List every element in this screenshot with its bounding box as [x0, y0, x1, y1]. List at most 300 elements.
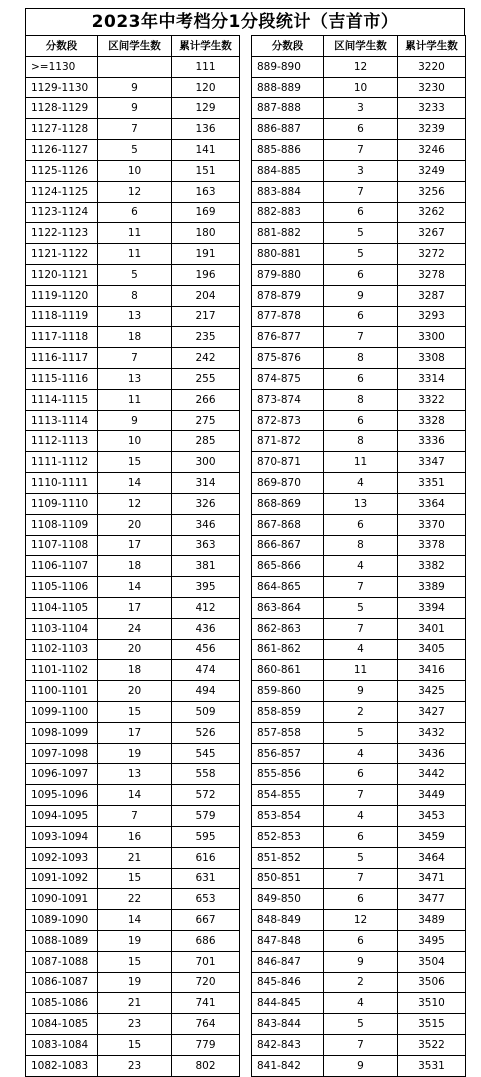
- cumulative-count-cell: 3432: [398, 722, 466, 743]
- score-range-cell: 1112-1113: [26, 431, 98, 452]
- interval-count-cell: 11: [98, 389, 172, 410]
- score-range-cell: 857-858: [252, 722, 324, 743]
- score-range-cell: 852-853: [252, 826, 324, 847]
- table-row: [26, 348, 466, 369]
- interval-count-cell: 15: [98, 951, 172, 972]
- interval-count-cell: 7: [324, 868, 398, 889]
- interval-count-cell: 8: [324, 348, 398, 369]
- column-separator: [240, 889, 252, 910]
- score-range-cell: 1129-1130: [26, 77, 98, 98]
- score-range-cell: 864-865: [252, 577, 324, 598]
- column-separator: [240, 306, 252, 327]
- score-range-cell: 843-844: [252, 1014, 324, 1035]
- score-range-cell: 853-854: [252, 806, 324, 827]
- table-row: [26, 951, 466, 972]
- score-range-cell: 881-882: [252, 223, 324, 244]
- cumulative-count-cell: 3308: [398, 348, 466, 369]
- header-row: [26, 36, 466, 57]
- score-range-cell: 1098-1099: [26, 722, 98, 743]
- interval-count-cell: 6: [324, 764, 398, 785]
- cumulative-count-cell: 3300: [398, 327, 466, 348]
- cumulative-count-cell: 3495: [398, 930, 466, 951]
- interval-count-cell: 20: [98, 639, 172, 660]
- interval-count-cell: 5: [324, 847, 398, 868]
- interval-count-cell: 5: [324, 244, 398, 265]
- column-separator: [240, 1014, 252, 1035]
- score-range-cell: 1103-1104: [26, 618, 98, 639]
- column-separator: [240, 577, 252, 598]
- table-row: [26, 140, 466, 161]
- table-row: [26, 743, 466, 764]
- score-range-cell: 1091-1092: [26, 868, 98, 889]
- column-separator: [240, 785, 252, 806]
- column-separator: [240, 285, 252, 306]
- table-row: [26, 514, 466, 535]
- score-range-cell: 1107-1108: [26, 535, 98, 556]
- interval-count-cell: 4: [324, 806, 398, 827]
- score-range-cell: 861-862: [252, 639, 324, 660]
- score-range-cell: 1120-1121: [26, 264, 98, 285]
- score-range-cell: 854-855: [252, 785, 324, 806]
- score-range-cell: 1108-1109: [26, 514, 98, 535]
- column-separator: [240, 140, 252, 161]
- cumulative-count-cell: 3336: [398, 431, 466, 452]
- score-range-cell: 869-870: [252, 473, 324, 494]
- score-range-cell: 849-850: [252, 889, 324, 910]
- cumulative-count-cell: 653: [172, 889, 240, 910]
- table-row: [26, 535, 466, 556]
- column-separator: [240, 56, 252, 77]
- score-range-cell: 878-879: [252, 285, 324, 306]
- cumulative-count-cell: 111: [172, 56, 240, 77]
- score-range-cell: 1088-1089: [26, 930, 98, 951]
- interval-count-cell: 18: [98, 556, 172, 577]
- cumulative-count-cell: 3504: [398, 951, 466, 972]
- cumulative-count-cell: 266: [172, 389, 240, 410]
- cumulative-count-cell: 3293: [398, 306, 466, 327]
- interval-count-cell: 9: [324, 951, 398, 972]
- column-separator: [240, 930, 252, 951]
- interval-count-cell: 13: [98, 369, 172, 390]
- interval-count-cell: 18: [98, 327, 172, 348]
- interval-count-cell: 6: [324, 889, 398, 910]
- interval-count-cell: 7: [324, 618, 398, 639]
- score-range-cell: 877-878: [252, 306, 324, 327]
- interval-count-cell: 5: [98, 140, 172, 161]
- score-range-cell: 1117-1118: [26, 327, 98, 348]
- cumulative-count-cell: 558: [172, 764, 240, 785]
- cumulative-count-cell: 3453: [398, 806, 466, 827]
- cumulative-count-cell: 3522: [398, 1035, 466, 1056]
- table-row: [26, 119, 466, 140]
- column-separator: [240, 77, 252, 98]
- score-range-cell: 886-887: [252, 119, 324, 140]
- cumulative-count-cell: 3378: [398, 535, 466, 556]
- score-range-cell: 879-880: [252, 264, 324, 285]
- column-separator: [240, 702, 252, 723]
- score-range-cell: 1123-1124: [26, 202, 98, 223]
- cumulative-count-cell: 3510: [398, 993, 466, 1014]
- interval-count-cell: 15: [98, 452, 172, 473]
- interval-count-cell: 23: [98, 1014, 172, 1035]
- score-range-cell: 844-845: [252, 993, 324, 1014]
- table-row: [26, 993, 466, 1014]
- score-range-cell: 1102-1103: [26, 639, 98, 660]
- cumulative-count-cell: 545: [172, 743, 240, 764]
- table-row: [26, 660, 466, 681]
- score-range-cell: 1092-1093: [26, 847, 98, 868]
- score-range-cell: 875-876: [252, 348, 324, 369]
- interval-count-cell: 12: [324, 56, 398, 77]
- score-range-cell: 1099-1100: [26, 702, 98, 723]
- score-range-cell: 1086-1087: [26, 972, 98, 993]
- cumulative-count-cell: 3436: [398, 743, 466, 764]
- score-range-cell: 871-872: [252, 431, 324, 452]
- cumulative-count-cell: 802: [172, 1055, 240, 1076]
- cumulative-count-cell: 3382: [398, 556, 466, 577]
- score-range-cell: 868-869: [252, 493, 324, 514]
- column-separator: [240, 452, 252, 473]
- column-separator: [240, 868, 252, 889]
- score-range-cell: 858-859: [252, 702, 324, 723]
- interval-count-cell: 7: [324, 327, 398, 348]
- column-separator: [240, 431, 252, 452]
- column-separator: [240, 389, 252, 410]
- cumulative-count-cell: 3477: [398, 889, 466, 910]
- interval-count-cell: 4: [324, 993, 398, 1014]
- table-row: [26, 910, 466, 931]
- interval-count-cell: 7: [98, 119, 172, 140]
- interval-count-cell: [98, 56, 172, 77]
- cumulative-count-cell: 3278: [398, 264, 466, 285]
- score-range-cell: 1119-1120: [26, 285, 98, 306]
- interval-count-cell: 24: [98, 618, 172, 639]
- column-separator: [240, 847, 252, 868]
- interval-count-cell: 11: [324, 452, 398, 473]
- interval-count-cell: 19: [98, 972, 172, 993]
- interval-count-cell: 4: [324, 743, 398, 764]
- table-row: [26, 785, 466, 806]
- interval-count-cell: 17: [98, 597, 172, 618]
- score-range-cell: 855-856: [252, 764, 324, 785]
- column-separator: [240, 369, 252, 390]
- table-row: [26, 202, 466, 223]
- interval-count-cell: 15: [98, 1035, 172, 1056]
- interval-count-cell: 2: [324, 972, 398, 993]
- interval-count-cell: 7: [98, 348, 172, 369]
- cumulative-count-cell: 686: [172, 930, 240, 951]
- column-separator: [240, 826, 252, 847]
- cumulative-count-cell: 616: [172, 847, 240, 868]
- score-range-cell: 872-873: [252, 410, 324, 431]
- interval-count-cell: 6: [324, 826, 398, 847]
- column-separator: [240, 160, 252, 181]
- column-separator: [240, 764, 252, 785]
- column-separator: [240, 597, 252, 618]
- cumulative-count-cell: 701: [172, 951, 240, 972]
- cumulative-count-cell: 3389: [398, 577, 466, 598]
- score-range-cell: 1106-1107: [26, 556, 98, 577]
- score-range-cell: 841-842: [252, 1055, 324, 1076]
- interval-count-cell: 19: [98, 743, 172, 764]
- table-row: [26, 1055, 466, 1076]
- interval-count-cell: 20: [98, 514, 172, 535]
- table-row: [26, 223, 466, 244]
- column-separator: [240, 681, 252, 702]
- column-separator: [240, 722, 252, 743]
- cumulative-count-cell: 3314: [398, 369, 466, 390]
- cumulative-count-cell: 3287: [398, 285, 466, 306]
- table-row: [26, 702, 466, 723]
- cumulative-count-cell: 395: [172, 577, 240, 598]
- score-range-cell: 859-860: [252, 681, 324, 702]
- table-row: [26, 722, 466, 743]
- column-separator: [240, 660, 252, 681]
- cumulative-count-cell: 3230: [398, 77, 466, 98]
- interval-count-cell: 6: [324, 369, 398, 390]
- column-separator: [240, 535, 252, 556]
- score-range-cell: 842-843: [252, 1035, 324, 1056]
- score-range-cell: 1109-1110: [26, 493, 98, 514]
- interval-count-cell: 9: [324, 681, 398, 702]
- column-separator: [240, 618, 252, 639]
- cumulative-count-cell: 3246: [398, 140, 466, 161]
- table-row: [26, 639, 466, 660]
- interval-count-cell: 9: [324, 285, 398, 306]
- interval-count-cell: 21: [98, 847, 172, 868]
- score-range-cell: 1085-1086: [26, 993, 98, 1014]
- score-range-cell: 1096-1097: [26, 764, 98, 785]
- cumulative-count-cell: 3347: [398, 452, 466, 473]
- cumulative-count-cell: 3405: [398, 639, 466, 660]
- cumulative-count-cell: 275: [172, 410, 240, 431]
- cumulative-count-cell: 412: [172, 597, 240, 618]
- interval-count-cell: 10: [98, 160, 172, 181]
- cumulative-count-cell: 3427: [398, 702, 466, 723]
- table-row: [26, 806, 466, 827]
- score-range-cell: 888-889: [252, 77, 324, 98]
- cumulative-count-cell: 3267: [398, 223, 466, 244]
- cumulative-count-cell: 3220: [398, 56, 466, 77]
- cumulative-count-cell: 326: [172, 493, 240, 514]
- table-row: [26, 493, 466, 514]
- interval-count-cell: 8: [324, 535, 398, 556]
- score-range-cell: 1124-1125: [26, 181, 98, 202]
- interval-count-cell: 6: [324, 410, 398, 431]
- cumulative-count-cell: 204: [172, 285, 240, 306]
- cumulative-count-cell: 456: [172, 639, 240, 660]
- table-row: [26, 473, 466, 494]
- cumulative-count-cell: 381: [172, 556, 240, 577]
- score-range-cell: 1111-1112: [26, 452, 98, 473]
- score-range-cell: 1087-1088: [26, 951, 98, 972]
- interval-count-cell: 4: [324, 639, 398, 660]
- column-separator: [240, 410, 252, 431]
- table-row: [26, 930, 466, 951]
- cumulative-count-cell: 3370: [398, 514, 466, 535]
- score-range-cell: 882-883: [252, 202, 324, 223]
- cumulative-count-cell: 120: [172, 77, 240, 98]
- cumulative-count-cell: 667: [172, 910, 240, 931]
- cumulative-count-cell: 3239: [398, 119, 466, 140]
- cumulative-count-cell: 3322: [398, 389, 466, 410]
- interval-count-cell: 14: [98, 910, 172, 931]
- table-row: [26, 681, 466, 702]
- score-range-cell: 1105-1106: [26, 577, 98, 598]
- score-range-cell: 874-875: [252, 369, 324, 390]
- interval-count-cell: 11: [324, 660, 398, 681]
- table-row: [26, 556, 466, 577]
- score-range-cell: 1128-1129: [26, 98, 98, 119]
- score-range-cell: 1089-1090: [26, 910, 98, 931]
- interval-count-cell: 7: [98, 806, 172, 827]
- table-row: [26, 306, 466, 327]
- interval-count-cell: 7: [324, 1035, 398, 1056]
- cumulative-count-cell: 235: [172, 327, 240, 348]
- cumulative-count-cell: 3425: [398, 681, 466, 702]
- table-row: [26, 618, 466, 639]
- column-separator: [240, 327, 252, 348]
- cumulative-count-cell: 3364: [398, 493, 466, 514]
- score-range-cell: 887-888: [252, 98, 324, 119]
- score-table: [25, 35, 466, 1077]
- col-header-cumulative-count: 累计学生数: [398, 36, 466, 57]
- score-range-cell: 1104-1105: [26, 597, 98, 618]
- cumulative-count-cell: 3531: [398, 1055, 466, 1076]
- cumulative-count-cell: 3442: [398, 764, 466, 785]
- score-range-cell: 850-851: [252, 868, 324, 889]
- cumulative-count-cell: 314: [172, 473, 240, 494]
- interval-count-cell: 8: [324, 389, 398, 410]
- interval-count-cell: 12: [324, 910, 398, 931]
- column-separator: [240, 910, 252, 931]
- score-range-cell: 851-852: [252, 847, 324, 868]
- interval-count-cell: 13: [98, 764, 172, 785]
- interval-count-cell: 6: [324, 306, 398, 327]
- interval-count-cell: 5: [324, 1014, 398, 1035]
- interval-count-cell: 6: [324, 930, 398, 951]
- interval-count-cell: 15: [98, 702, 172, 723]
- table-row: [26, 452, 466, 473]
- column-separator: [240, 743, 252, 764]
- score-range-cell: 1094-1095: [26, 806, 98, 827]
- table-row: [26, 264, 466, 285]
- cumulative-count-cell: 3233: [398, 98, 466, 119]
- interval-count-cell: 16: [98, 826, 172, 847]
- cumulative-count-cell: 494: [172, 681, 240, 702]
- table-row: [26, 77, 466, 98]
- interval-count-cell: 10: [98, 431, 172, 452]
- cumulative-count-cell: 3249: [398, 160, 466, 181]
- score-range-cell: 1122-1123: [26, 223, 98, 244]
- interval-count-cell: 7: [324, 785, 398, 806]
- interval-count-cell: 9: [324, 1055, 398, 1076]
- cumulative-count-cell: 129: [172, 98, 240, 119]
- score-range-cell: 1083-1084: [26, 1035, 98, 1056]
- column-separator: [240, 951, 252, 972]
- cumulative-count-cell: 3506: [398, 972, 466, 993]
- cumulative-count-cell: 363: [172, 535, 240, 556]
- column-separator: [240, 993, 252, 1014]
- score-range-cell: 856-857: [252, 743, 324, 764]
- table-row: [26, 327, 466, 348]
- table-row: [26, 826, 466, 847]
- interval-count-cell: 3: [324, 98, 398, 119]
- table-row: [26, 889, 466, 910]
- score-range-cell: 1114-1115: [26, 389, 98, 410]
- cumulative-count-cell: 3515: [398, 1014, 466, 1035]
- cumulative-count-cell: 217: [172, 306, 240, 327]
- column-separator: [240, 1055, 252, 1076]
- score-range-cell: 865-866: [252, 556, 324, 577]
- score-range-cell: 1100-1101: [26, 681, 98, 702]
- table-row: [26, 285, 466, 306]
- cumulative-count-cell: 3256: [398, 181, 466, 202]
- column-separator: [240, 556, 252, 577]
- cumulative-count-cell: 191: [172, 244, 240, 265]
- interval-count-cell: 6: [324, 202, 398, 223]
- cumulative-count-cell: 579: [172, 806, 240, 827]
- score-range-cell: 1127-1128: [26, 119, 98, 140]
- score-range-cell: 1082-1083: [26, 1055, 98, 1076]
- cumulative-count-cell: 3394: [398, 597, 466, 618]
- interval-count-cell: 15: [98, 868, 172, 889]
- interval-count-cell: 7: [324, 577, 398, 598]
- score-range-cell: 866-867: [252, 535, 324, 556]
- interval-count-cell: 8: [98, 285, 172, 306]
- table-row: [26, 410, 466, 431]
- score-range-cell: 867-868: [252, 514, 324, 535]
- score-range-cell: 845-846: [252, 972, 324, 993]
- table-row: [26, 764, 466, 785]
- interval-count-cell: 2: [324, 702, 398, 723]
- interval-count-cell: 14: [98, 473, 172, 494]
- column-separator: [240, 119, 252, 140]
- column-separator: [240, 98, 252, 119]
- cumulative-count-cell: 3272: [398, 244, 466, 265]
- cumulative-count-cell: 136: [172, 119, 240, 140]
- cumulative-count-cell: 300: [172, 452, 240, 473]
- score-range-cell: 846-847: [252, 951, 324, 972]
- cumulative-count-cell: 285: [172, 431, 240, 452]
- col-header-score-range: 分数段: [26, 36, 98, 57]
- score-range-cell: 1121-1122: [26, 244, 98, 265]
- column-separator: [240, 264, 252, 285]
- score-range-cell: 1113-1114: [26, 410, 98, 431]
- column-separator: [240, 348, 252, 369]
- interval-count-cell: 13: [324, 493, 398, 514]
- interval-count-cell: 17: [98, 535, 172, 556]
- column-separator: [240, 36, 252, 57]
- interval-count-cell: 6: [324, 119, 398, 140]
- interval-count-cell: 9: [98, 410, 172, 431]
- interval-count-cell: 3: [324, 160, 398, 181]
- interval-count-cell: 5: [324, 223, 398, 244]
- score-range-cell: 1093-1094: [26, 826, 98, 847]
- interval-count-cell: 23: [98, 1055, 172, 1076]
- score-range-cell: 1110-1111: [26, 473, 98, 494]
- interval-count-cell: 11: [98, 223, 172, 244]
- score-range-cell: 876-877: [252, 327, 324, 348]
- cumulative-count-cell: 3471: [398, 868, 466, 889]
- interval-count-cell: 17: [98, 722, 172, 743]
- table-row: [26, 98, 466, 119]
- column-separator: [240, 223, 252, 244]
- score-range-cell: 848-849: [252, 910, 324, 931]
- col-header-interval-count: 区间学生数: [98, 36, 172, 57]
- interval-count-cell: 22: [98, 889, 172, 910]
- column-separator: [240, 202, 252, 223]
